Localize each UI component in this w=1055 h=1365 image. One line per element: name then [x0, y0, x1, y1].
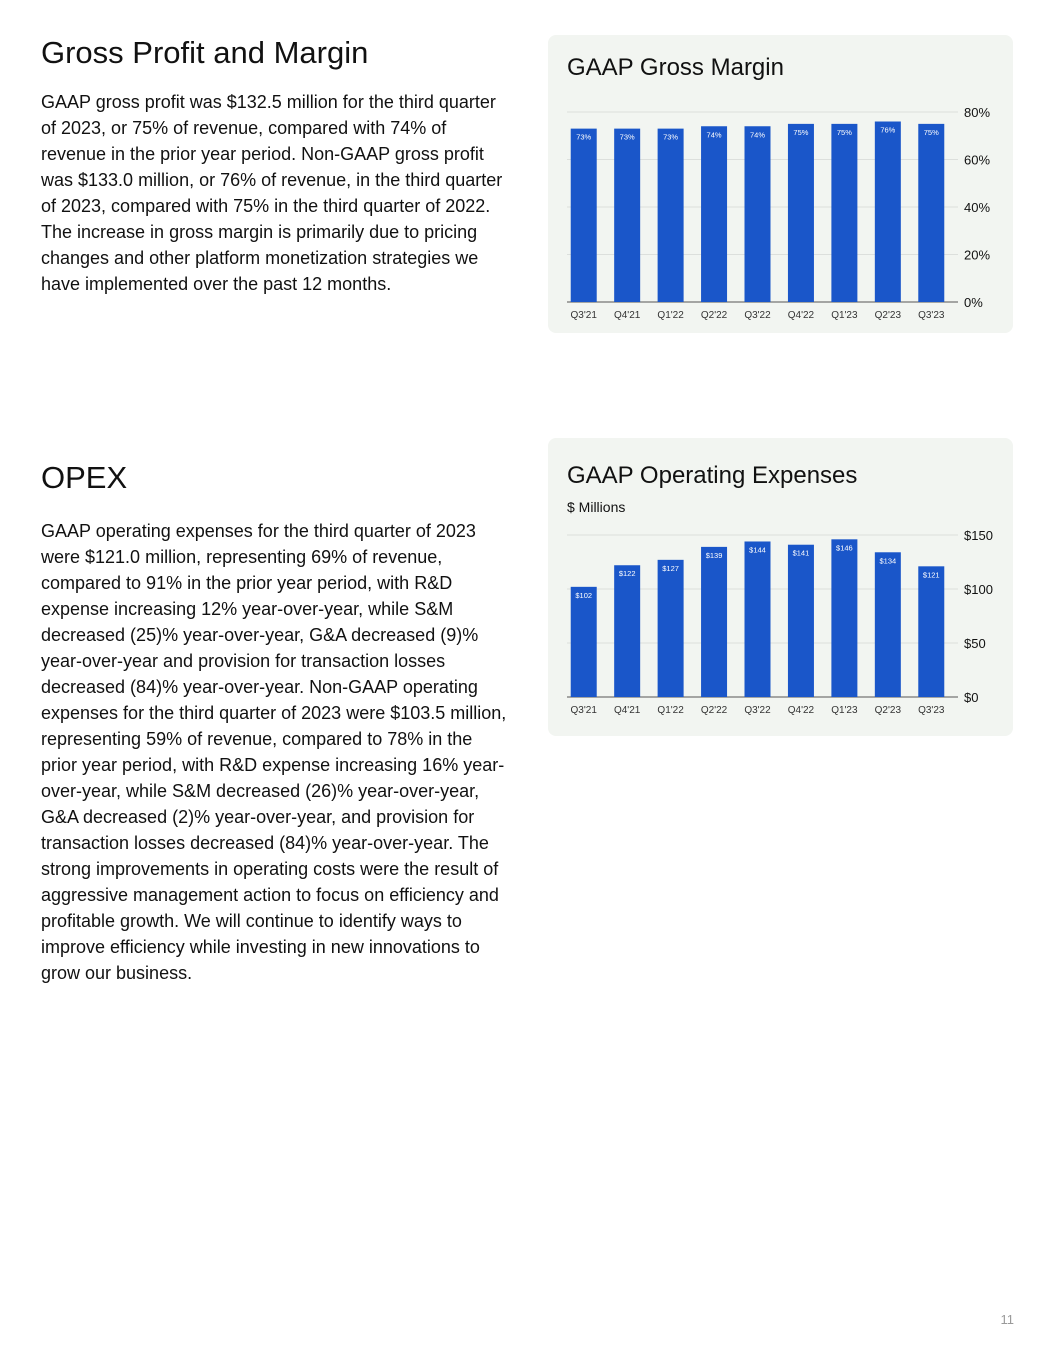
bar-data-label: $141	[792, 548, 810, 558]
bar	[788, 124, 814, 302]
gaap-gross-margin-svg	[548, 35, 1013, 333]
x-tick-label: Q1'22	[657, 705, 684, 716]
bar	[658, 560, 684, 697]
y-tick-label: $50	[964, 636, 986, 651]
bar	[788, 545, 814, 697]
bar-data-label: $121	[922, 570, 940, 580]
bar	[831, 124, 857, 302]
x-tick-label: Q4'21	[613, 310, 641, 321]
bar	[571, 587, 597, 697]
bar	[918, 566, 944, 697]
y-tick-label: 20%	[964, 247, 991, 263]
x-tick-label: Q3'22	[744, 705, 771, 716]
y-tick-label: 80%	[964, 105, 991, 120]
opex-paragraph: GAAP operating expenses for the third quarter of 2023 were $121.0 million, representing 69% of revenue, compared to 91% in the prior year period, with R&D expense increasing 12% year-over-year, while S&M decreased (25)% year-over-year, G&A decreased (9)% year-over-year and provision for transaction losses decreased (84)% year-over-year. Non-GAAP operating expenses for the third quarter of 2023 were $103.5 million, representing 59% of revenue, compared to 78% in the prior year period, with R&D expense increasing 16% year-over-year, while S&M decreased (26)% year-over-year, G&A decreased (2)% year-over-year, and provision for transaction losses decreased (84)% year-over-year. The strong improvements in operating costs were the result of aggressive management action to focus on efficiency and profitable growth. We will continue to identify ways to improve efficiency while investing in new innovations to grow our business.	[41, 521, 507, 983]
y-tick-label: 0%	[964, 295, 983, 310]
opex-heading: OPEX	[41, 460, 128, 495]
x-tick-label: Q1'23	[831, 310, 858, 321]
bar	[745, 126, 771, 302]
bar-data-label: 76%	[880, 125, 896, 135]
bar-data-label: 73%	[619, 132, 635, 142]
bar-data-label: 75%	[836, 127, 852, 137]
gross-profit-heading: Gross Profit and Margin	[41, 35, 369, 70]
bar	[875, 552, 901, 697]
bar	[614, 129, 640, 302]
x-tick-label: Q4'22	[787, 705, 815, 716]
bar-data-label: 74%	[706, 130, 722, 140]
y-tick-label: 40%	[964, 200, 991, 215]
bar	[701, 126, 727, 302]
x-tick-label: Q3'23	[918, 310, 945, 321]
x-tick-label: Q2'22	[700, 705, 728, 716]
x-tick-label: Q4'21	[613, 705, 641, 716]
chart-title: GAAP Operating Expenses	[567, 462, 858, 489]
bar-data-label: $127	[662, 563, 679, 573]
x-tick-label: Q3'21	[570, 705, 597, 716]
bar-data-label: $102	[575, 590, 593, 600]
y-tick-label: $0	[964, 690, 979, 705]
x-tick-label: Q2'23	[874, 705, 902, 716]
bar-data-label: 73%	[663, 132, 679, 142]
bar	[831, 539, 857, 697]
gaap-gross-margin-chart	[548, 35, 1013, 333]
gaap-operating-expenses-svg	[548, 438, 1013, 736]
bar-data-label: 73%	[576, 132, 592, 142]
bar	[918, 124, 944, 302]
x-tick-label: Q3'22	[744, 310, 771, 321]
bar-data-label: $144	[749, 545, 766, 555]
bar-data-label: $134	[879, 556, 897, 566]
x-tick-label: Q3'23	[918, 705, 945, 716]
x-tick-label: Q1'23	[831, 705, 858, 716]
x-tick-label: Q2'22	[700, 310, 728, 321]
page-number: 11	[1000, 1312, 1014, 1327]
bar	[658, 129, 684, 302]
bar	[745, 541, 771, 697]
chart-subtitle: $ Millions	[567, 499, 626, 515]
x-tick-label: Q3'21	[570, 310, 597, 321]
bar-data-label: $139	[705, 550, 723, 560]
bar	[875, 122, 901, 303]
bar	[571, 129, 597, 302]
x-tick-label: Q1'22	[657, 310, 684, 321]
chart-title: GAAP Gross Margin	[567, 54, 784, 81]
bar	[614, 565, 640, 697]
bar-data-label: 74%	[749, 130, 766, 140]
bar-data-label: 75%	[923, 127, 939, 137]
gross-profit-paragraph: GAAP gross profit was $132.5 million for the third quarter of 2023, or 75% of revenue, compared with 74% of revenue in the prior year period. Non-GAAP gross profit was $133.0 million, or 76% of revenue, in the third quarter of 2023, compared with 75% in the third quarter of 2022. The increase in gross margin is primarily due to pricing changes and other platform monetization strategies we have implemented over the past 12 months.	[41, 92, 503, 294]
bar-data-label: $146	[836, 543, 853, 553]
y-tick-label: 60%	[964, 152, 991, 168]
x-tick-label: Q4'22	[787, 310, 815, 321]
bar-data-label: 75%	[793, 127, 809, 137]
y-tick-label: $100	[964, 582, 993, 597]
bar	[701, 547, 727, 697]
gaap-operating-expenses-chart	[548, 438, 1013, 736]
y-tick-label: $150	[964, 528, 993, 543]
x-tick-label: Q2'23	[874, 310, 902, 321]
bar-data-label: $122	[618, 569, 636, 579]
